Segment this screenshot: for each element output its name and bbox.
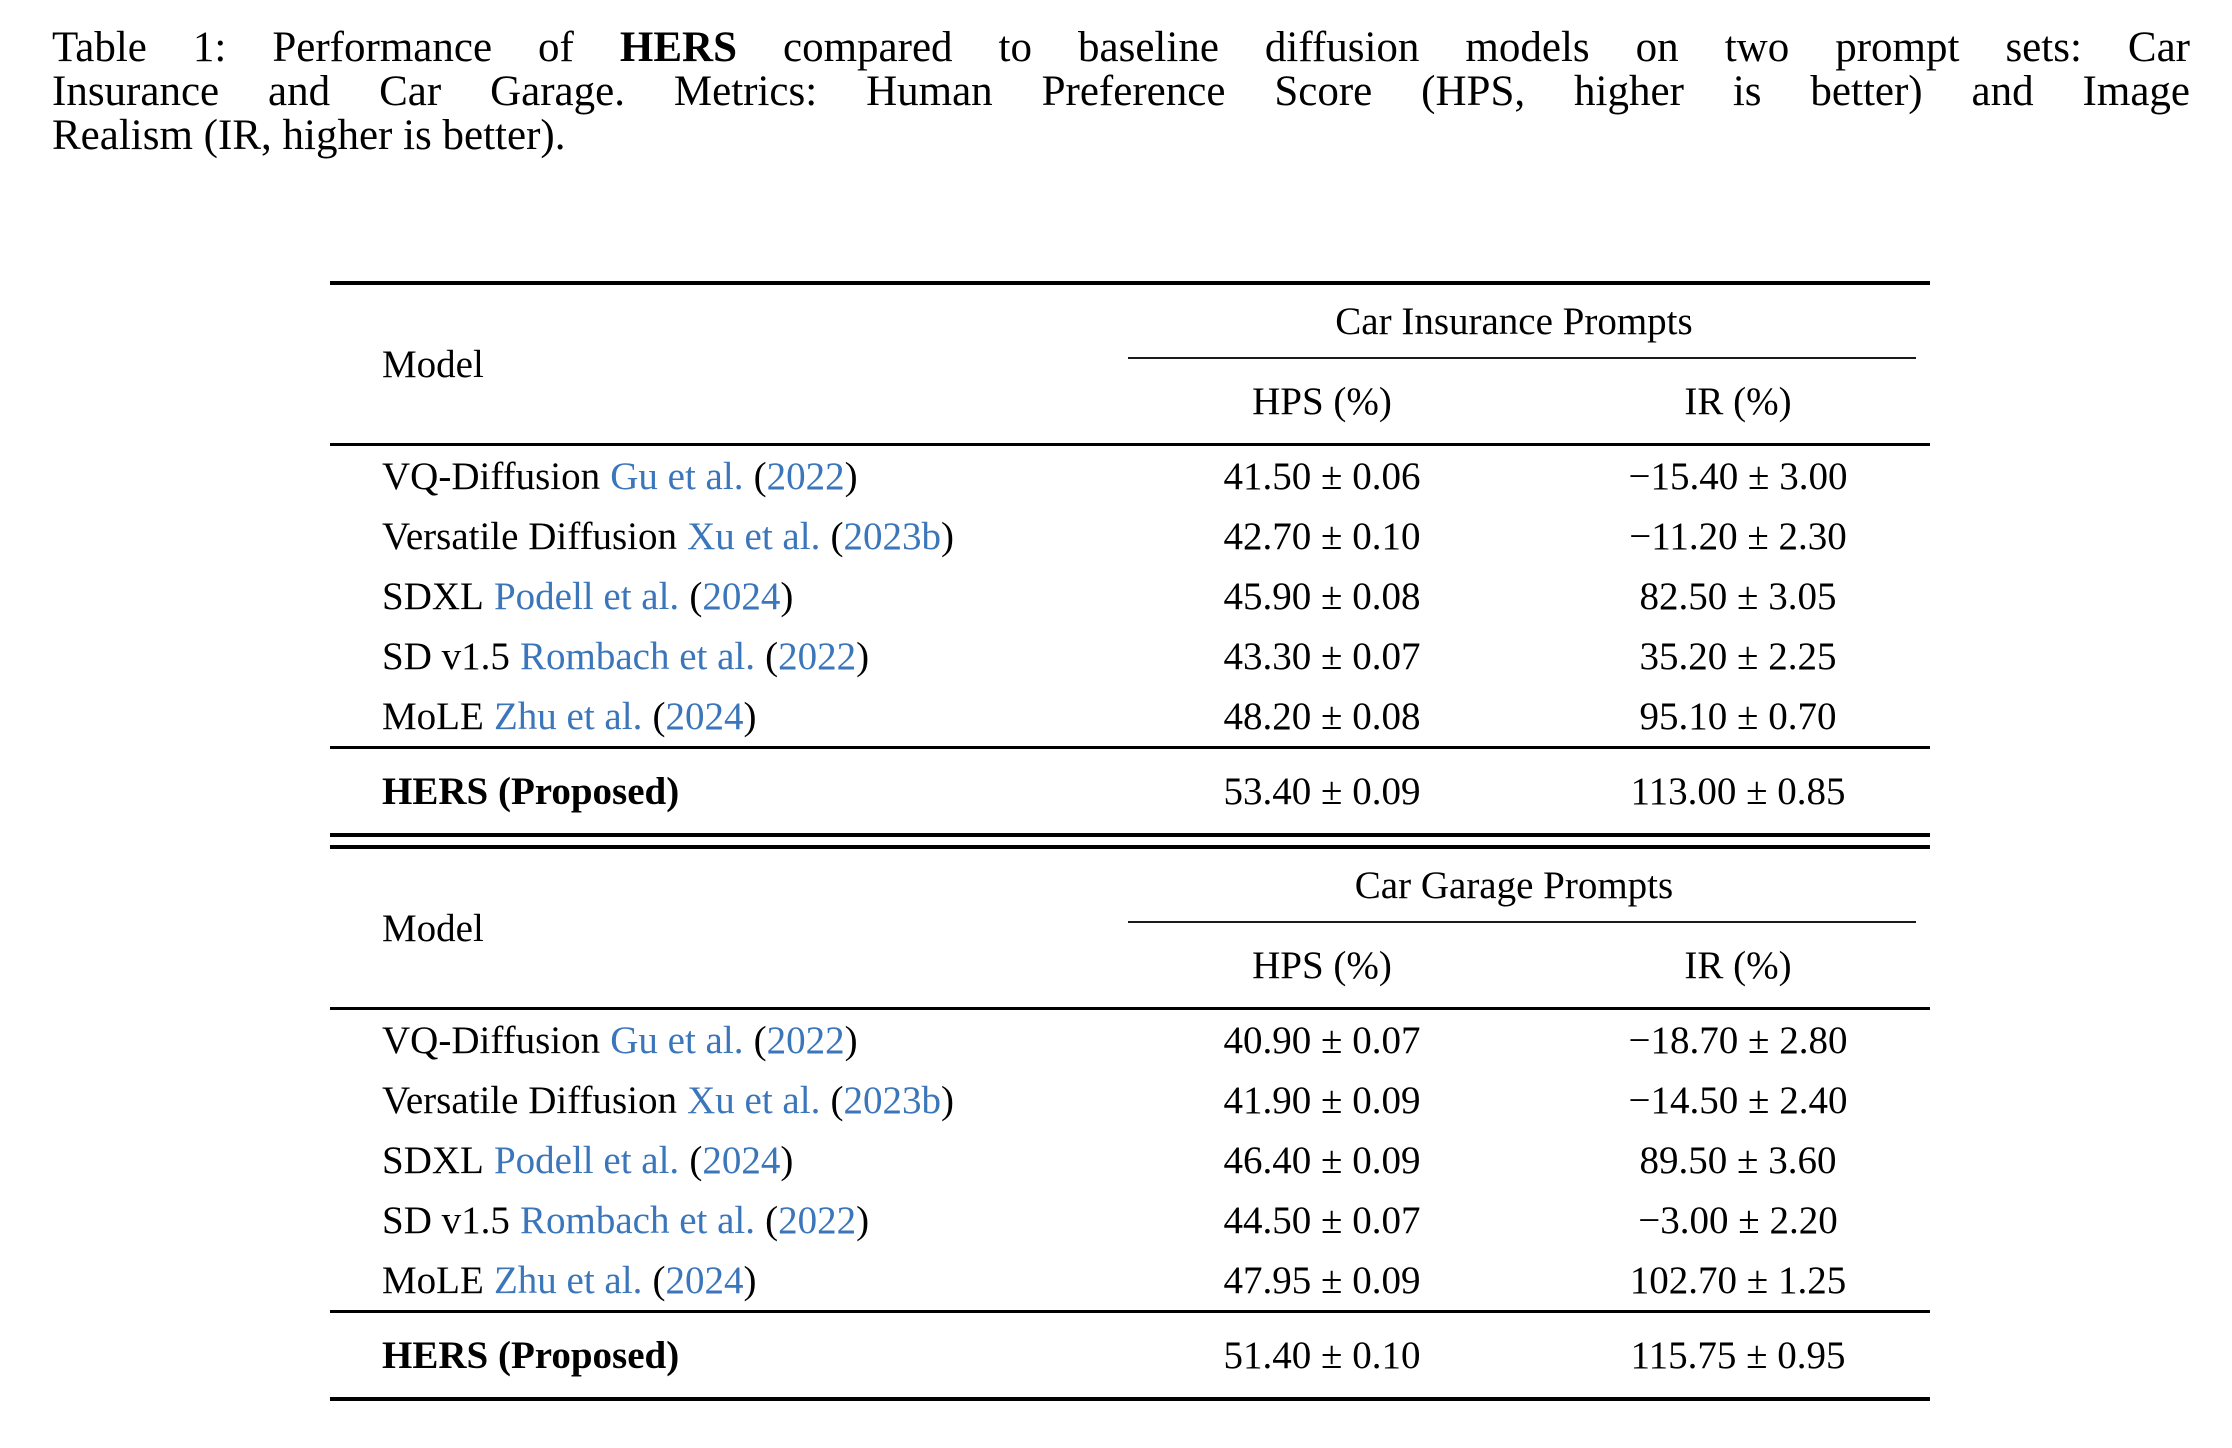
citation-year: 2024	[665, 694, 744, 738]
model-cell	[330, 1138, 1098, 1183]
proposed-section	[330, 1313, 1930, 1397]
paren-open: (	[830, 1078, 844, 1122]
model-name: SDXL	[382, 574, 484, 618]
citation-author: Gu et al.	[610, 1018, 744, 1062]
citation-link[interactable]	[610, 455, 857, 498]
citation-author: Podell et al.	[493, 1138, 680, 1182]
table-header	[330, 849, 1930, 1007]
paren-close: )	[780, 1138, 794, 1182]
model-name: SD v1.5	[382, 1198, 510, 1242]
citation-link[interactable]	[610, 1019, 857, 1062]
ir-column-header: IR (%)	[1684, 379, 1792, 423]
hps-column-header: HPS (%)	[1252, 943, 1392, 987]
citation-year: 2024	[702, 1138, 781, 1182]
model-row	[330, 1190, 1930, 1250]
citation-author: Xu et al.	[687, 1078, 821, 1122]
model-name: HERS (Proposed)	[382, 769, 680, 813]
citation-author: Zhu et al.	[493, 694, 643, 738]
model-name: SDXL	[382, 1138, 484, 1182]
ir-column-header: IR (%)	[1684, 943, 1792, 987]
citation-link[interactable]	[494, 695, 757, 738]
citation-year: 2024	[665, 1258, 744, 1302]
model-name: Versatile Diffusion	[382, 514, 677, 558]
ir-value: −14.50 ± 2.40	[1628, 1078, 1848, 1122]
citation-link[interactable]	[494, 1259, 757, 1302]
hps-column-header: HPS (%)	[1252, 379, 1392, 423]
ir-value: 113.00 ± 0.85	[1630, 769, 1846, 813]
paren-close: )	[856, 634, 870, 678]
citation-year: 2023b	[843, 1078, 941, 1122]
paren-close: )	[780, 574, 794, 618]
citation-year: 2022	[778, 634, 857, 678]
citation-author: Gu et al.	[610, 454, 744, 498]
paren-open: (	[689, 574, 703, 618]
caption-line-1	[52, 26, 2190, 70]
hps-value: 47.95 ± 0.09	[1223, 1258, 1421, 1302]
citation-link[interactable]	[494, 1139, 793, 1182]
model-name: SD v1.5	[382, 634, 510, 678]
hps-value: 43.30 ± 0.07	[1223, 634, 1421, 678]
model-column-header: Model	[382, 342, 484, 386]
model-cell	[330, 694, 1098, 739]
prompt-set-header: Car Garage Prompts	[1354, 863, 1674, 907]
model-row	[330, 1130, 1930, 1190]
paren-close: )	[743, 694, 757, 738]
hps-value: 53.40 ± 0.09	[1223, 769, 1421, 813]
citation-author: Zhu et al.	[493, 1258, 643, 1302]
model-name: MoLE	[382, 694, 484, 738]
proposed-model-row	[330, 1313, 1930, 1397]
table-body	[330, 1010, 1930, 1310]
model-cell	[330, 514, 1098, 559]
model-cell	[330, 1198, 1098, 1243]
model-row	[330, 446, 1930, 506]
model-name: VQ-Diffusion	[382, 454, 601, 498]
caption-text: compared to baseline diffusion models on two prompt sets: Car	[737, 24, 2190, 71]
ir-value: 102.70 ± 1.25	[1629, 1258, 1847, 1302]
paren-close: )	[743, 1258, 757, 1302]
caption-bold-hers: HERS	[619, 24, 737, 71]
model-column-header: Model	[382, 906, 484, 950]
paren-close: )	[844, 454, 858, 498]
ir-value: −11.20 ± 2.30	[1629, 514, 1847, 558]
model-cell	[330, 1078, 1098, 1123]
column-group-rule	[1128, 921, 1916, 923]
model-name: Versatile Diffusion	[382, 1078, 677, 1122]
paren-close: )	[856, 1198, 870, 1242]
hps-value: 45.90 ± 0.08	[1223, 574, 1421, 618]
model-cell	[330, 574, 1098, 619]
ir-value: 82.50 ± 3.05	[1639, 574, 1837, 618]
proposed-model-row	[330, 749, 1930, 833]
paren-open: (	[765, 634, 779, 678]
citation-link[interactable]	[520, 635, 869, 678]
paren-open: (	[753, 454, 767, 498]
caption-line-3: Realism (IR, higher is better).	[52, 112, 566, 159]
prompt-set-header: Car Insurance Prompts	[1335, 299, 1693, 343]
citation-year: 2023b	[843, 514, 941, 558]
ir-value: 89.50 ± 3.60	[1639, 1138, 1837, 1182]
citation-link[interactable]	[520, 1199, 869, 1242]
paren-open: (	[652, 694, 666, 738]
paren-open: (	[689, 1138, 703, 1182]
paren-close: )	[940, 1078, 954, 1122]
model-cell	[330, 634, 1098, 679]
paren-open: (	[765, 1198, 779, 1242]
ir-value: 95.10 ± 0.70	[1639, 694, 1837, 738]
caption-text: Table 1: Performance of	[52, 24, 620, 71]
citation-link[interactable]	[494, 575, 793, 618]
citation-link[interactable]	[687, 1079, 954, 1122]
hps-value: 42.70 ± 0.10	[1223, 514, 1421, 558]
model-row	[330, 1250, 1930, 1310]
model-cell	[330, 769, 1098, 814]
paren-open: (	[753, 1018, 767, 1062]
hps-value: 48.20 ± 0.08	[1223, 694, 1421, 738]
ir-value: −18.70 ± 2.80	[1628, 1018, 1848, 1062]
hps-value: 51.40 ± 0.10	[1223, 1333, 1421, 1377]
column-group-rule	[1128, 357, 1916, 359]
citation-link[interactable]	[687, 515, 954, 558]
caption-line-2: Insurance and Car Garage. Metrics: Human Preference Score (HPS, higher is better) and Image	[52, 68, 2190, 115]
model-name: VQ-Diffusion	[382, 1018, 601, 1062]
model-row	[330, 686, 1930, 746]
hps-value: 41.50 ± 0.06	[1223, 454, 1421, 498]
model-row	[330, 1010, 1930, 1070]
model-name: HERS (Proposed)	[382, 1333, 680, 1377]
subtable-car-insurance	[330, 281, 1930, 837]
model-row	[330, 626, 1930, 686]
paren-close: )	[940, 514, 954, 558]
citation-year: 2022	[766, 1018, 845, 1062]
hps-value: 44.50 ± 0.07	[1223, 1198, 1421, 1242]
model-row	[330, 566, 1930, 626]
citation-author: Xu et al.	[687, 514, 821, 558]
citation-year: 2024	[702, 574, 781, 618]
model-cell	[330, 1258, 1098, 1303]
ir-value: 115.75 ± 0.95	[1630, 1333, 1846, 1377]
paren-open: (	[830, 514, 844, 558]
model-row	[330, 506, 1930, 566]
ir-value: −3.00 ± 2.20	[1638, 1198, 1838, 1242]
model-name: MoLE	[382, 1258, 484, 1302]
citation-author: Podell et al.	[493, 574, 680, 618]
citation-year: 2022	[778, 1198, 857, 1242]
subtable-car-garage	[330, 845, 1930, 1401]
proposed-section	[330, 749, 1930, 833]
results-table	[330, 281, 1930, 1401]
paren-close: )	[844, 1018, 858, 1062]
citation-year: 2022	[766, 454, 845, 498]
paren-open: (	[652, 1258, 666, 1302]
table-caption	[52, 26, 2190, 158]
table-header	[330, 285, 1930, 443]
hps-value: 41.90 ± 0.09	[1223, 1078, 1421, 1122]
citation-author: Rombach et al.	[519, 1198, 755, 1242]
citation-author: Rombach et al.	[519, 634, 755, 678]
model-row	[330, 1070, 1930, 1130]
hps-value: 40.90 ± 0.07	[1223, 1018, 1421, 1062]
ir-value: −15.40 ± 3.00	[1628, 454, 1848, 498]
table-body	[330, 446, 1930, 746]
model-cell	[330, 1333, 1098, 1378]
hps-value: 46.40 ± 0.09	[1223, 1138, 1421, 1182]
ir-value: 35.20 ± 2.25	[1639, 634, 1837, 678]
